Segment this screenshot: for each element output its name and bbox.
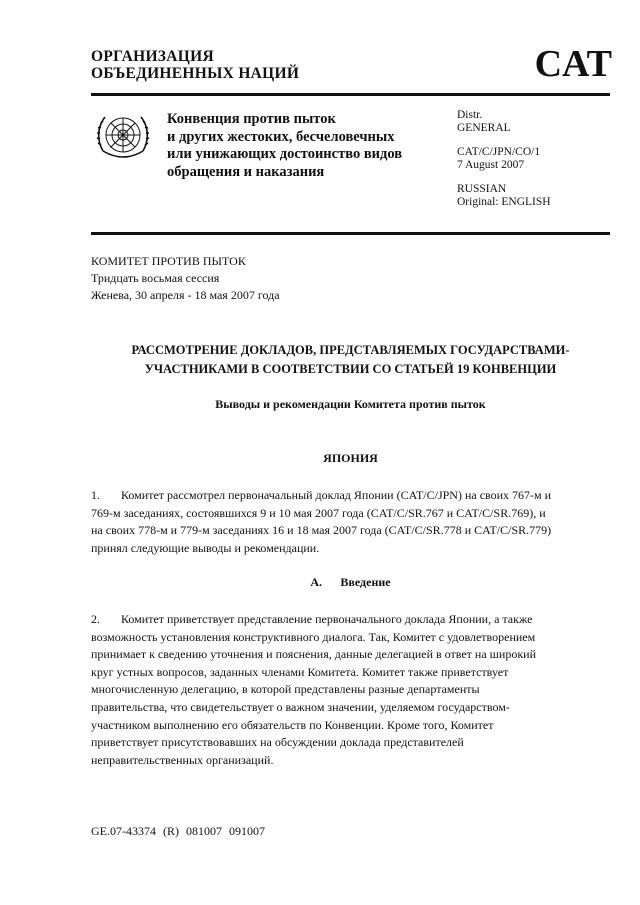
paragraph-2-line-1: Комитет приветствует представление первоначального доклада Японии, а также [121, 612, 533, 626]
document-date: 7 August 2007 [457, 159, 525, 171]
paragraph-2 [91, 611, 591, 769]
title-line-1: РАССМОТРЕНИЕ ДОКЛАДОВ, ПРЕДСТАВЛЯЕМЫХ ГОСУДАРСТВАМИ- [131, 343, 570, 357]
convention-title [167, 111, 402, 181]
session-place-dates: Женева, 30 апреля - 18 мая 2007 года [91, 288, 280, 302]
title-line-2: УЧАСТНИКАМИ В СООТВЕТСТВИИ СО СТАТЬЕЙ 19 КОНВЕНЦИИ [144, 362, 557, 376]
session-name: Тридцать восьмая сессия [91, 271, 220, 285]
paragraph-2-line-3: принимает к сведению уточнения и пояснения, данные делегацией в ответ на широкий [91, 647, 537, 662]
paragraph-1 [91, 487, 591, 557]
paragraph-2-line-2: возможность установления конструктивного диалога. Так, Комитет с удовлетворением [91, 629, 536, 644]
org-line-1: ОРГАНИЗАЦИЯ [91, 48, 214, 65]
header-bottom-rule [91, 232, 610, 235]
top-rule [91, 93, 610, 96]
document-footer-job-number: GE.07-43374 (R) 081007 091007 [91, 824, 265, 838]
distribution-value: GENERAL [457, 122, 511, 134]
document-symbol: CAT/C/JPN/CO/1 [457, 146, 541, 158]
paragraph-2-number: 2. [91, 612, 100, 626]
paragraph-2-line-9: неправительственных организаций. [91, 752, 274, 767]
organization-name [91, 48, 299, 82]
convention-line-3: или унижающих достоинство видов [167, 146, 403, 162]
paragraph-2-line-8: приветствует присутствовавших на обсуждении доклада представителей [91, 735, 464, 750]
convention-line-1: Конвенция против пыток [167, 111, 336, 127]
paragraph-2-line-4: круг устных вопросов, заданных членами Комитета. Комитет также приветствует [91, 664, 509, 679]
section-a-heading [91, 575, 610, 590]
convention-line-2: и других жестоких, бесчеловечных [167, 128, 395, 145]
committee-block [91, 253, 280, 304]
distribution-label: Distr. [457, 109, 483, 121]
original-language: Original: ENGLISH [457, 196, 551, 208]
section-a-letter: A. [310, 575, 323, 589]
document-subtitle: Выводы и рекомендации Комитета против пыток [215, 397, 486, 411]
paragraph-1-line-4: принял следующие выводы и рекомендации. [91, 540, 320, 555]
paragraph-1-line-1: Комитет рассмотрел первоначальный доклад Японии (CAT/C/JPN) на своих 767-м и [121, 488, 552, 502]
convention-line-4: обращения и наказания [167, 163, 325, 180]
document-language: RUSSIAN [457, 183, 507, 195]
country-heading: ЯПОНИЯ [323, 451, 378, 465]
paragraph-2-line-6: правительства, что свидетельствует о важном значении, уделяемом государством- [91, 699, 510, 714]
document-series-code: CAT [534, 43, 612, 85]
paragraph-1-line-2: 769-м заседаниях, состоявшихся 9 и 10 мая 2007 года (CAT/C/SR.767 и CAT/C/SR.769), и [91, 505, 546, 520]
un-emblem-icon [93, 107, 153, 167]
section-a-title: Введение [340, 575, 391, 589]
document-metadata [457, 109, 551, 209]
org-line-2: ОБЪЕДИНЕННЫХ НАЦИЙ [91, 65, 300, 82]
paragraph-2-line-7: участником выполнению его обязательств по Конвенции. Кроме того, Комитет [91, 717, 494, 732]
document-title [91, 341, 610, 379]
paragraph-1-number: 1. [91, 488, 100, 502]
committee-name: КОМИТЕТ ПРОТИВ ПЫТОК [91, 254, 246, 268]
paragraph-2-line-5: многочисленную делегацию, в которой представлены разные департаменты [91, 682, 480, 697]
paragraph-1-line-3: на своих 778-м и 779-м заседаниях 16 и 18 мая 2007 года (CAT/C/SR.778 и CAT/C/SR.779) [91, 523, 552, 538]
